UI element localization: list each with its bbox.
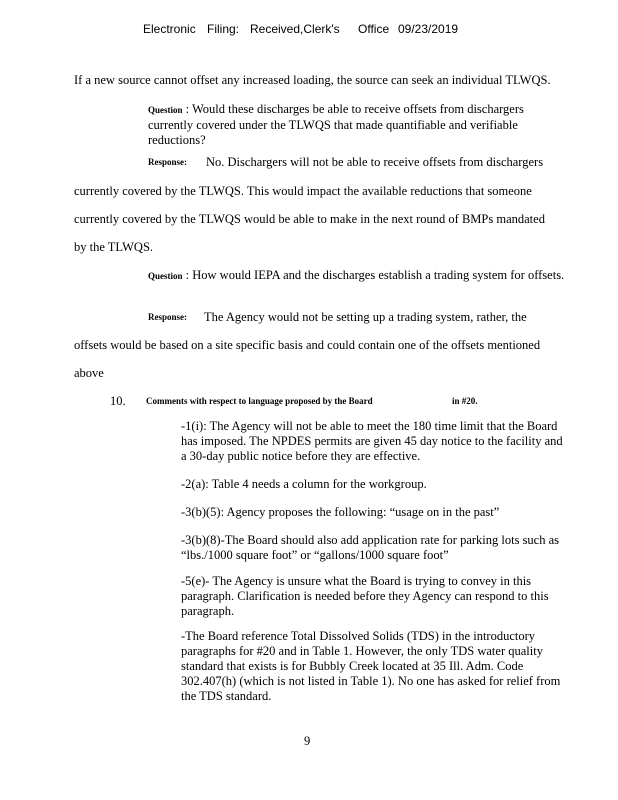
comment-3b5: -3(b)(5): Agency proposes the following: “usage on in the past” [181, 505, 500, 519]
response-1-line3: currently covered by the TLWQS would be able to make in the next round of BMPs mandated [74, 212, 545, 226]
item-10-number: 10. [110, 394, 126, 408]
comment-5e: -5(e)- The Agency is unsure what the Board is trying to convey in this paragraph. Clarification is needed before they Agency can respond to this paragraph. [181, 574, 549, 618]
header-filing: Filing: [207, 22, 240, 36]
header-date: 09/23/2019 [398, 22, 459, 36]
header-electronic: Electronic [143, 22, 196, 36]
response-2-line1: The Agency would not be setting up a trading system, rather, the [204, 310, 527, 324]
response-2-line3: above [74, 366, 104, 380]
question-1-label: Question [148, 105, 183, 115]
comment-1i: -1(i): The Agency will not be able to meet the 180 time limit that the Board has imposed. The NPDES permits are given 45 day notice to the facility and a 30-day public notice before they are effective. [181, 419, 563, 463]
question-1 [148, 102, 568, 148]
question-1-text: : Would these discharges be able to receive offsets from dischargers currently covered under the TLWQS that made quantifiable and verifiable reductions? [148, 102, 524, 147]
comment-3b8: -3(b)(8)-The Board should also add application rate for parking lots such as “lbs./1000 square foot” or “gallons/1000 square foot” [181, 533, 560, 562]
response-1-line4: by the TLWQS. [74, 240, 154, 254]
comment-2a: -2(a): Table 4 needs a column for the workgroup. [181, 477, 427, 491]
question-2-text: : How would IEPA and the discharges establish a trading system for offsets. [185, 268, 565, 282]
response-1-line1: No. Dischargers will not be able to receive offsets from dischargers [206, 155, 544, 169]
response-2-line2: offsets would be based on a site specific basis and could contain one of the offsets mentioned [74, 338, 541, 352]
item-10-ref: in #20. [452, 396, 478, 406]
response-2-label: Response: [148, 312, 188, 322]
page-number: 9 [304, 734, 311, 748]
question-2-label: Question [148, 271, 183, 281]
header-received: Received,Clerk's [250, 22, 340, 36]
question-2 [148, 268, 568, 284]
comment-tds: -The Board reference Total Dissolved Solids (TDS) in the introductory paragraphs for #20 and in Table 1. However, the only TDS water quality standard that exists is for Bubbly Creek located at 35 Ill. Adm. Code 302.407(h) (which is not listed in Table 1). No one has asked for relief from the TDS standard. [181, 629, 561, 703]
item-10-heading: Comments with respect to language proposed by the Board [146, 396, 373, 406]
header-office: Office [358, 22, 390, 36]
response-1-label: Response: [148, 157, 188, 167]
response-1-line2: currently covered by the TLWQS. This would impact the available reductions that someone [74, 184, 532, 198]
paragraph-new-source: If a new source cannot offset any increased loading, the source can seek an individual TLWQS. [74, 73, 551, 87]
